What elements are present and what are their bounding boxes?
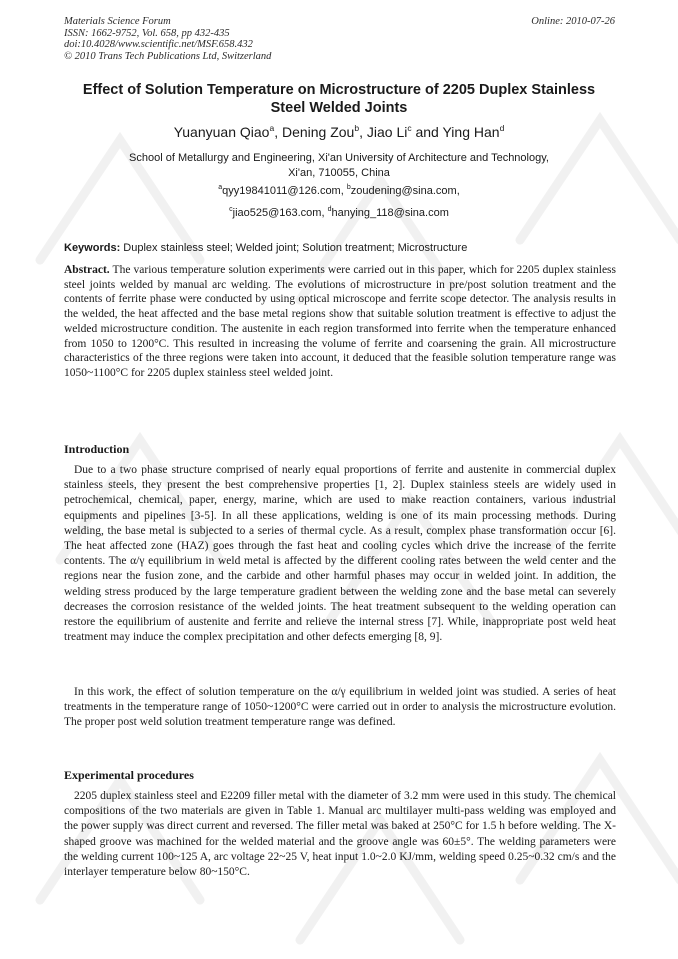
- author-name: Dening Zou: [281, 124, 355, 140]
- online-date: Online: 2010-07-26: [531, 16, 615, 27]
- email-address[interactable]: qyy19841011@126.com,: [222, 185, 347, 197]
- keywords: [64, 241, 616, 255]
- paper-title: Effect of Solution Temperature on Microstructure of 2205 Duplex Stainless Steel Welded Joints: [82, 82, 596, 116]
- email-mark: b: [346, 184, 351, 191]
- email-mark: d: [327, 206, 332, 213]
- author-affil-mark: b: [354, 123, 360, 133]
- abstract-label: Abstract.: [64, 264, 110, 276]
- affiliation-line: Xi'an, 710055, China: [288, 167, 390, 179]
- paragraph: Due to a two phase structure comprised of nearly equal proportions of ferrite and austenite in commercial duplex stainless steels, they present the best comprehensive properties [1, 2]. Duplex stainless steels are widely used in petrochemical, chemical, paper, energy, marine, which are used to make reaction containers, various industrial equipments and pipelines [3-5]. In all these applications, welding is one of its main processing methods. During welding, the base metal is subjected to a series of thermal cycle. As a result, complex phase transformation occur [6]. The heat affected zone (HAZ) goes through the fast heat and cooling cycles which drive the increase of the ferrite contents. The α/γ equilibrium in weld metal is affected by the different cooling rates between the weld center and the regions near the fusion zone, and the carbide and other harmful phases may occur in welded joint. In addition, the welding stress produced by the large temperature gradient between the welding zone and the base metal can severely decreases the corrosion resistance of the welded joints. The heat treatment subsequent to the welding operation can restore the equilibrium of austenite and ferrite and relieve the internal stress [7]. While, inappropriate post weld heat treatment may induce the complex precipitation and other defects emerging [8, 9].: [64, 464, 616, 644]
- paragraph: 2205 duplex stainless steel and E2209 filler metal with the diameter of 3.2 mm were used in this study. The chemical compositions of the two materials are given in Table 1. Manual arc multilayer multi-pass welding was employed and the power supply was direct current and reversed. The filler metal was baked at 250°C for 1.5 h before welding. The X- shaped groove was machined for the welded material and the groove angle was 60±5°. The welding parameters were the welding current 100~125 A, arc voltage 22~25 V, heat input 1.0~2.0 KJ/mm, welding speed 0.25~0.32 cm/s and the interlayer temperature below 80~150°C.: [64, 790, 616, 879]
- affiliation-line: School of Metallurgy and Engineering, Xi'an University of Architecture and Technology,: [129, 152, 549, 164]
- journal-name: Materials Science Forum: [64, 16, 171, 27]
- issn-line: ISSN: 1662-9752, Vol. 658, pp 432-435: [64, 27, 230, 39]
- email-line: [64, 184, 614, 199]
- paragraph: In this work, the effect of solution temperature on the α/γ equilibrium in welded joint was studied. A series of heat treatments in the temperature range of 1050~1200°C were carried out in order to analysis the microstructure evolution. The proper post weld solution treatment temperature range was defined.: [64, 686, 616, 729]
- author-separator: ,: [359, 124, 367, 140]
- author-affil-mark: d: [499, 123, 505, 133]
- doi-link[interactable]: doi:10.4028/www.scientific.net/MSF.658.432: [64, 39, 253, 50]
- affiliation: [64, 151, 614, 181]
- author-name: Jiao Li: [366, 124, 408, 140]
- author-name: Ying Han: [442, 124, 500, 140]
- author-list: [64, 124, 614, 141]
- email-address[interactable]: zoudening@sina.com,: [350, 185, 460, 197]
- keywords-label: Keywords:: [64, 242, 121, 254]
- keywords-text: Duplex stainless steel; Welded joint; Solution treatment; Microstructure: [120, 242, 468, 254]
- email-address[interactable]: jiao525@163.com,: [232, 207, 328, 219]
- email-mark: c: [229, 206, 233, 213]
- abstract-text: The various temperature solution experiments were carried out in this paper, which for 2205 duplex stainless steel joints welded by manual arc welding. The evolutions of microstructure in pre/post solution treatment and the contents of ferrite phase were conducted by using optical microscope and ferrite scope detector. The analysis results in the welded, the heat affected and the base metal regions show that suitable solution treatment is effective to adjust the welded microstructure condition. The austenite in each region transformed into ferrite when the temperature enhanced from 1050 to 1200°C. This resulted in increasing the volume of ferrite and coarsening the grain. All microstructure characteristics of the three regions were taken into account, it deduced that the feasible solution temperature range was 1050~1100°C for 2205 duplex stainless steel welded joint.: [64, 264, 616, 379]
- author-separator: ,: [274, 124, 282, 140]
- email-line: [64, 206, 614, 221]
- author-separator: and: [411, 124, 443, 140]
- author-affil-mark: a: [269, 123, 275, 133]
- copyright-line: © 2010 Trans Tech Publications Ltd, Switzerland: [64, 50, 272, 62]
- email-mark: a: [218, 184, 223, 191]
- author-affil-mark: c: [407, 123, 412, 133]
- email-address[interactable]: hanying_118@sina.com: [331, 207, 449, 219]
- section-heading-introduction: Introduction: [64, 442, 130, 456]
- section-heading-experimental: Experimental procedures: [64, 768, 194, 782]
- author-name: Yuanyuan Qiao: [173, 124, 270, 140]
- abstract: [64, 263, 616, 381]
